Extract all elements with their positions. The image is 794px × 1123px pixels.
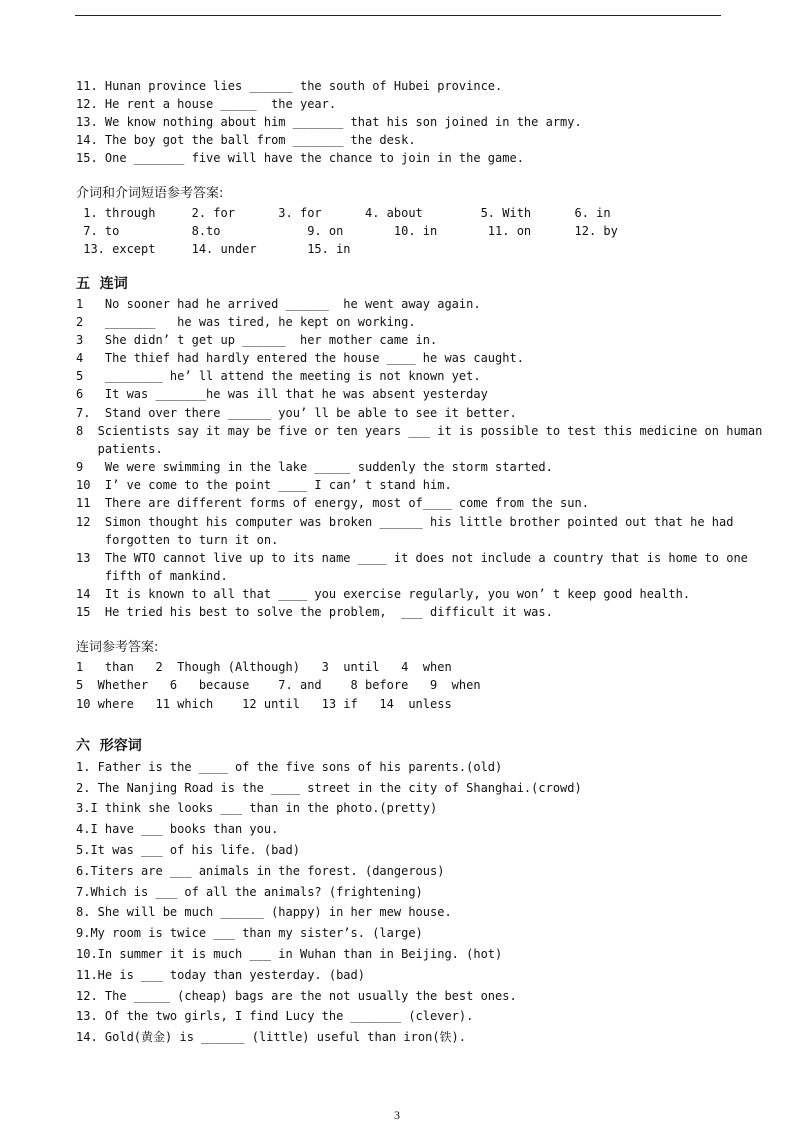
prep-question-15: 15. One _______ five will have the chance to join in the game.: [76, 151, 524, 165]
prep-answer-row: 13. except 14. under 15. in: [76, 242, 351, 256]
adj-question: 8. She will be much ______ (happy) in her mew house.: [76, 905, 452, 919]
conj-heading: 五 连词: [76, 276, 128, 292]
conj-question-cont: forgotten to turn it on.: [76, 533, 279, 547]
adj-question: 1. Father is the ____ of the five sons of his parents.(old): [76, 760, 503, 774]
prep-answer-row: 1. through 2. for 3. for 4. about 5. With 6. in: [76, 206, 611, 220]
prep-question-14: 14. The boy got the ball from _______ the desk.: [76, 133, 416, 147]
conj-answer-row: 1 than 2 Though (Although) 3 until 4 when: [76, 660, 452, 674]
conj-question: 4 The thief had hardly entered the house ____ he was caught.: [76, 351, 524, 365]
conj-answer-row: 10 where 11 which 12 until 13 if 14 unless: [76, 697, 452, 711]
conj-question: 14 It is known to all that ____ you exercise regularly, you won’ t keep good health.: [76, 587, 691, 601]
adj-question: 7.Which is ___ of all the animals? (frightening): [76, 885, 423, 899]
adj-question: 4.I have ___ books than you.: [76, 822, 279, 836]
conj-question: 5 ________ he’ ll attend the meeting is not known yet.: [76, 369, 481, 383]
prep-question-11: 11. Hunan province lies ______ the south of Hubei province.: [76, 79, 503, 93]
prep-answer-row: 7. to 8.to 9. on 10. in 11. on 12. by: [76, 224, 618, 238]
prep-question-12: 12. He rent a house _____ the year.: [76, 97, 337, 111]
adj-question: 13. Of the two girls, I find Lucy the _______ (clever).: [76, 1009, 474, 1023]
conj-question: 11 There are different forms of energy, most of____ come from the sun.: [76, 496, 589, 510]
conj-question: 7. Stand over there ______ you’ ll be able to see it better.: [76, 406, 517, 420]
adj-question: 2. The Nanjing Road is the ____ street in the city of Shanghai.(crowd): [76, 781, 582, 795]
conj-question: 6 It was _______he was ill that he was absent yesterday: [76, 387, 488, 401]
conj-question: 13 The WTO cannot live up to its name ____ it does not include a country that is home to one: [76, 551, 748, 565]
conj-question-cont: patients.: [76, 442, 163, 456]
adj-question: 11.He is ___ today than yesterday. (bad): [76, 968, 365, 982]
conj-question: 3 She didn’ t get up ______ her mother came in.: [76, 333, 438, 347]
conj-answer-title: 连词参考答案:: [76, 640, 159, 655]
adj-question: 12. The _____ (cheap) bags are the not usually the best ones.: [76, 989, 517, 1003]
prep-answer-title: 介词和介词短语参考答案:: [76, 186, 224, 201]
adj-question: 9.My room is twice ___ than my sister’s. (large): [76, 926, 423, 940]
conj-question: 10 I’ ve come to the point ____ I can’ t stand him.: [76, 478, 452, 492]
conj-question-cont: fifth of mankind.: [76, 569, 228, 583]
page-number: 3: [394, 1108, 400, 1122]
conj-question: 15 He tried his best to solve the problem, ___ difficult it was.: [76, 605, 553, 619]
conj-answer-row: 5 Whether 6 because 7. and 8 before 9 when: [76, 678, 481, 692]
adj-question: 10.In summer it is much ___ in Wuhan than in Beijing. (hot): [76, 947, 503, 961]
header-rule: [75, 15, 721, 16]
conj-question: 8 Scientists say it may be five or ten years ___ it is possible to test this medicine on human: [76, 424, 763, 438]
adj-question: 5.It was ___ of his life. (bad): [76, 843, 300, 857]
prep-question-13: 13. We know nothing about him _______ that his son joined in the army.: [76, 115, 582, 129]
conj-question: 1 No sooner had he arrived ______ he went away again.: [76, 297, 481, 311]
conj-question: 12 Simon thought his computer was broken ______ his little brother pointed out that he had: [76, 515, 734, 529]
adj-question: 14. Gold(黄金) is ______ (little) useful than iron(铁).: [76, 1030, 467, 1044]
adj-heading: 六 形容词: [76, 738, 142, 754]
adj-question: 3.I think she looks ___ than in the photo.(pretty): [76, 801, 438, 815]
conj-question: 9 We were swimming in the lake _____ suddenly the storm started.: [76, 460, 553, 474]
conj-question: 2 _______ he was tired, he kept on working.: [76, 315, 416, 329]
adj-question: 6.Titers are ___ animals in the forest. (dangerous): [76, 864, 445, 878]
